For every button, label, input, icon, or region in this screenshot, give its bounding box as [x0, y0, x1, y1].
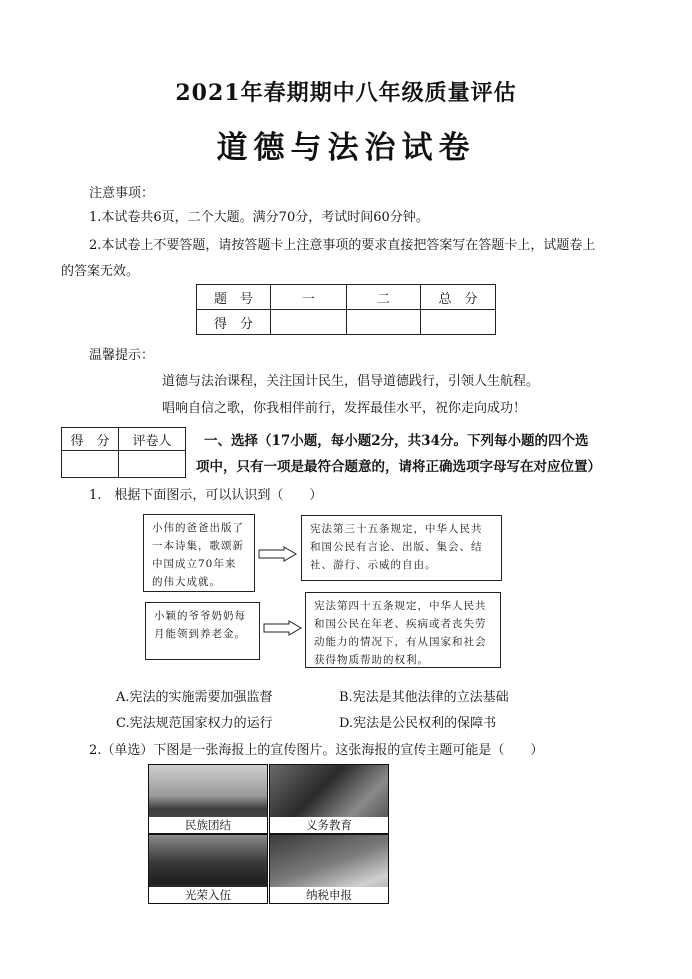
score-table	[196, 284, 496, 335]
photo-ethnic-unity	[148, 764, 268, 834]
score-header-cell: 总 分	[421, 285, 496, 310]
option-c: C.宪法规范国家权力的运行	[116, 716, 273, 731]
score-header-cell: 一	[271, 285, 347, 310]
option-d: D.宪法是公民权利的保障书	[339, 716, 497, 731]
section-1-heading	[196, 428, 634, 480]
photo-tax-declaration	[269, 834, 389, 904]
notes-line-2: 2.本试卷上不要答题，请按答题卡上注意事项的要求直接把答案写在答题卡上，试题卷上	[89, 238, 596, 253]
photo-caption: 义务教育	[270, 817, 388, 833]
arrow-right-icon	[263, 620, 303, 636]
tips-line-2: 唱响自信之歌，你我相伴前行，发挥最佳水平，祝你走向成功！	[162, 401, 527, 416]
grader-score-label: 得 分	[62, 428, 119, 451]
question-2-stem: 2.（单选）下图是一张海报上的宣传图片。这张海报的宣传主题可能是（ ）	[89, 743, 544, 758]
photo-caption: 民族团结	[149, 817, 267, 833]
section-1-line-1: 一、选择（17小题，每小题2分，共34分。下列每小题的四个选	[204, 433, 589, 449]
score-cell	[347, 310, 421, 335]
diagram-box-article-35: 宪法第三十五条规定，中华人民共和国公民有言论、出版、集会、结社、游行、示威的自由。	[301, 515, 502, 581]
score-cell	[271, 310, 347, 335]
diagram-box-case-2: 小颖的爷爷奶奶每月能领到养老金。	[145, 602, 260, 660]
grader-table	[61, 427, 186, 478]
option-a: A.宪法的实施需要加强监督	[116, 690, 273, 705]
diagram-box-article-45: 宪法第四十五条规定，中华人民共和国公民在年老、疾病或者丧失劳动能力的情况下，有从国家和社会获得物质帮助的权利。	[305, 592, 501, 668]
tips-line-1: 道德与法治课程，关注国计民生，倡导道德践行，引领人生航程。	[162, 374, 540, 389]
arrow-right-icon	[258, 546, 298, 562]
grader-name-label: 评卷人	[119, 428, 186, 451]
option-b: B.宪法是其他法律的立法基础	[339, 690, 509, 705]
subject-title: 道德与法治试卷	[216, 130, 476, 166]
grader-name-cell	[119, 451, 186, 478]
photo-military-enlistment	[148, 834, 268, 904]
photo-caption: 光荣入伍	[149, 887, 267, 903]
score-row-label: 得 分	[197, 310, 271, 335]
notes-line-1: 1.本试卷共6页，二个大题。满分70分，考试时间60分钟。	[89, 210, 429, 225]
score-header-cell: 题 号	[197, 285, 271, 310]
notes-line-2-cont: 的答案无效。	[61, 264, 140, 279]
tips-heading: 温馨提示：	[89, 348, 155, 363]
section-1-line-2: 项中，只有一项是最符合题意的，请将正确选项字母写在对应位置）	[196, 459, 601, 475]
question-1-stem: 1. 根据下面图示，可以认识到（ ）	[89, 488, 323, 503]
photo-caption: 纳税申报	[270, 887, 388, 903]
score-header-cell: 二	[347, 285, 421, 310]
diagram-box-case-1: 小伟的爸爸出版了一本诗集，歌颂新中国成立70年来的伟大成就。	[143, 514, 255, 592]
grader-score-cell	[62, 451, 119, 478]
score-cell	[421, 310, 496, 335]
exam-title: 2021年春期期中八年级质量评估	[175, 80, 517, 106]
photo-compulsory-education	[269, 764, 389, 834]
notes-heading: 注意事项：	[89, 186, 155, 201]
